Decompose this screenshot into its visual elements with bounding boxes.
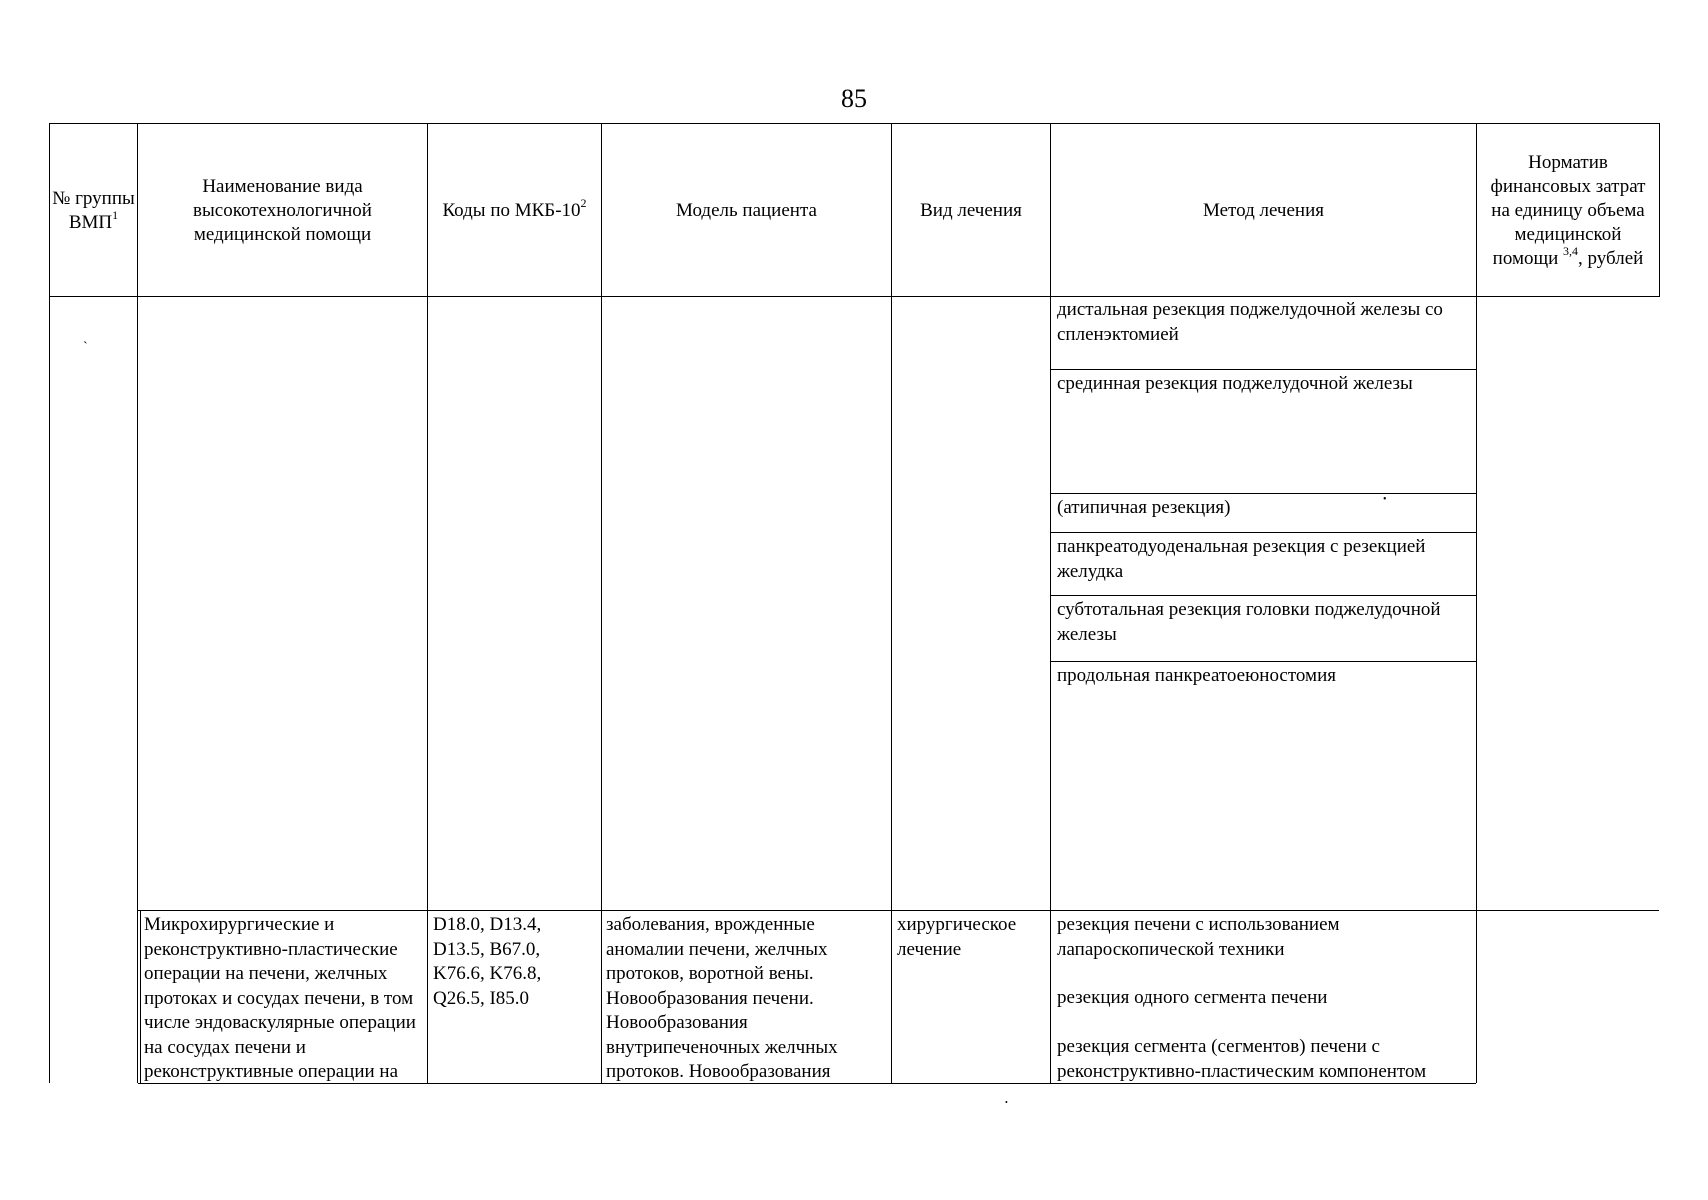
page-number: 85 xyxy=(841,84,867,113)
header-treatment-type-text: Вид лечения xyxy=(920,199,1022,221)
method-item: продольная панкреатоеюностомия xyxy=(1057,665,1336,686)
header-treatment-method xyxy=(1051,124,1476,297)
method-item: панкреатодуоденальная резекция с резекцией желудка xyxy=(1057,536,1426,582)
footnote-mark: 3,4 xyxy=(1563,244,1579,259)
treatment-type: хирургическое лечение xyxy=(897,914,1017,960)
header-cost-standard xyxy=(1477,124,1659,297)
method-divider xyxy=(1050,532,1476,533)
scan-mark: ˋ xyxy=(83,340,88,355)
header-treatment-method-text: Метод лечения xyxy=(1202,199,1324,221)
method-item: дистальная резекция поджелудочной железы со спленэктомией xyxy=(1057,299,1443,345)
method-item: резекция одного сегмента печени xyxy=(1057,987,1328,1008)
header-patient-model-text: Модель пациента xyxy=(676,199,817,221)
header-icd-codes-text: Коды по МКБ-10 xyxy=(442,199,581,221)
method-item: резекция печени с использованием лапароскопической техники xyxy=(1057,914,1340,960)
header-group-number-text: № группы ВМП xyxy=(52,187,135,233)
header-treatment-type xyxy=(892,124,1050,297)
footnote-mark: 2 xyxy=(580,196,587,211)
row-divider xyxy=(138,910,1659,911)
method-item: резекция сегмента (сегментов) печени с реконструктивно-пластическим компонентом xyxy=(1057,1036,1427,1082)
footnote-mark: 1 xyxy=(112,208,119,223)
method-item: срединная резекция поджелудочной железы xyxy=(1057,373,1413,394)
col-border xyxy=(1659,123,1660,297)
header-cost-standard-unit: , рублей xyxy=(1578,247,1644,269)
col-border xyxy=(140,910,141,1083)
header-group-number xyxy=(50,124,137,297)
header-care-type-text: Наименование вида высокотехнологичной медицинской помощи xyxy=(193,175,372,245)
scan-mark: • xyxy=(1005,1098,1008,1107)
icd-codes: D18.0, D13.4, D13.5, B67.0, K76.6, K76.8, Q26.5, I85.0 xyxy=(433,914,542,1009)
method-divider xyxy=(1050,661,1476,662)
method-divider xyxy=(1050,493,1476,494)
method-item: (атипичная резекция) xyxy=(1057,497,1231,518)
method-item: субтотальная резекция головки поджелудочной железы xyxy=(1057,599,1441,645)
header-icd-codes xyxy=(428,124,601,297)
scan-mark: • xyxy=(1383,494,1387,505)
method-divider xyxy=(1050,595,1476,596)
header-cost-standard-text: Норматив финансовых затрат на единицу объема медицинской помощи xyxy=(1490,151,1646,269)
method-divider xyxy=(1050,369,1476,370)
care-type-name: Микрохирургические и реконструктивно-пластические операции на печени, желчных протоках и сосудах печени, в том числе эндоваскулярные операции на сосудах печени и реконструктивные операции на xyxy=(144,914,416,1081)
header-care-type xyxy=(138,124,427,297)
header-patient-model xyxy=(602,124,891,297)
patient-model: заболевания, врожденные аномалии печени, желчных протоков, воротной вены. Новообразования печени. Новообразования внутрипеченочных желчных протоков. Новообразования xyxy=(606,914,838,1081)
